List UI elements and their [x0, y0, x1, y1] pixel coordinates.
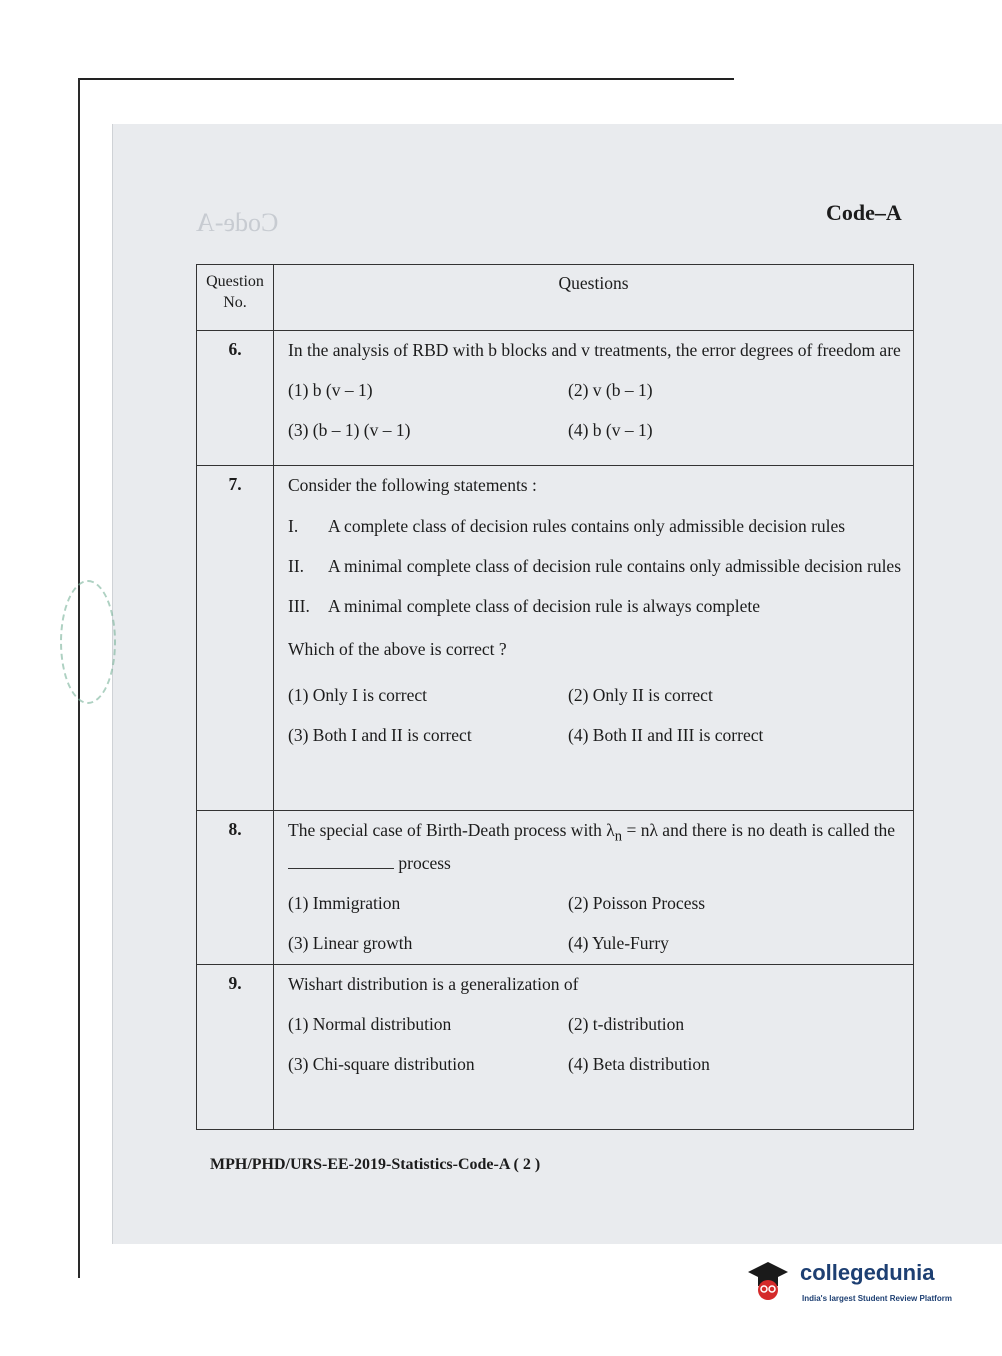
questions-header: Questions [274, 265, 914, 331]
option-list [288, 890, 905, 956]
question-row [197, 466, 914, 811]
question-text-part: The special case of Birth-Death process with λ [288, 820, 615, 840]
statement-number: II. [288, 556, 305, 576]
subscript: n [614, 828, 623, 845]
option: (1) Only I is correct [288, 685, 427, 705]
question-row [197, 811, 914, 965]
graduate-cap-icon [744, 1258, 790, 1302]
statement-number: I. [288, 516, 299, 536]
statement [288, 554, 905, 578]
option: (2) Only II is correct [568, 685, 713, 705]
table-header-row [197, 265, 914, 331]
option: (2) t-distribution [568, 1013, 685, 1034]
statement-text: A minimal complete class of decision rule contains only admissible decision rules [328, 556, 902, 576]
statement-text: A minimal complete class of decision rule is always complete [328, 596, 761, 616]
scan-frame-top [78, 78, 734, 80]
collegedunia-logo[interactable] [744, 1256, 974, 1316]
option: (1) Immigration [288, 892, 401, 913]
statement [288, 514, 905, 538]
statement-text: A complete class of decision rules contains only admissible decision rules [328, 516, 846, 536]
option: (1) b (v – 1) [288, 380, 373, 400]
question-number: 7. [197, 466, 274, 811]
question-no-header: Question No. [197, 265, 274, 331]
option: (4) Yule-Furry [568, 932, 669, 953]
question-text [288, 817, 905, 876]
logo-name: collegedunia [800, 1260, 935, 1285]
statement-number: III. [288, 596, 310, 616]
option-list [288, 682, 905, 748]
option-list [288, 1011, 905, 1077]
code-label: Code–A [826, 200, 902, 225]
option-list [288, 377, 905, 443]
questions-table [196, 264, 914, 1130]
bleed-through-code: Code-A [196, 208, 279, 237]
option: (2) v (b – 1) [568, 380, 653, 400]
option: (3) Chi-square distribution [288, 1053, 475, 1074]
logo-tagline: India's largest Student Review Platform [802, 1294, 952, 1303]
statement [288, 594, 905, 618]
question-number: 8. [197, 811, 274, 965]
question-text: In the analysis of RBD with b blocks and v treatments, the error degrees of freedom are [288, 340, 901, 360]
option: (2) Poisson Process [568, 892, 706, 913]
question-number: 9. [197, 964, 274, 1129]
seal-stamp [60, 580, 116, 704]
option: (4) Both II and III is correct [568, 725, 764, 745]
option: (3) (b – 1) (v – 1) [288, 420, 411, 440]
option: (4) Beta distribution [568, 1053, 710, 1074]
question-text-part: = nλ and there is no death is called the [622, 820, 896, 840]
option: (3) Both I and II is correct [288, 725, 472, 745]
fill-blank [288, 852, 394, 869]
question-prompt: Which of the above is correct ? [288, 639, 507, 659]
question-number: 6. [197, 331, 274, 466]
question-row [197, 331, 914, 466]
page-footer: MPH/PHD/URS-EE-2019-Statistics-Code-A ( 2 ) [210, 1156, 541, 1173]
question-text: Consider the following statements : [288, 475, 537, 495]
option: (4) b (v – 1) [568, 420, 653, 440]
option: (3) Linear growth [288, 932, 413, 953]
question-text: Wishart distribution is a generalization of [288, 973, 579, 994]
question-row [197, 964, 914, 1129]
option: (1) Normal distribution [288, 1013, 452, 1034]
question-text-part: process [394, 852, 451, 873]
